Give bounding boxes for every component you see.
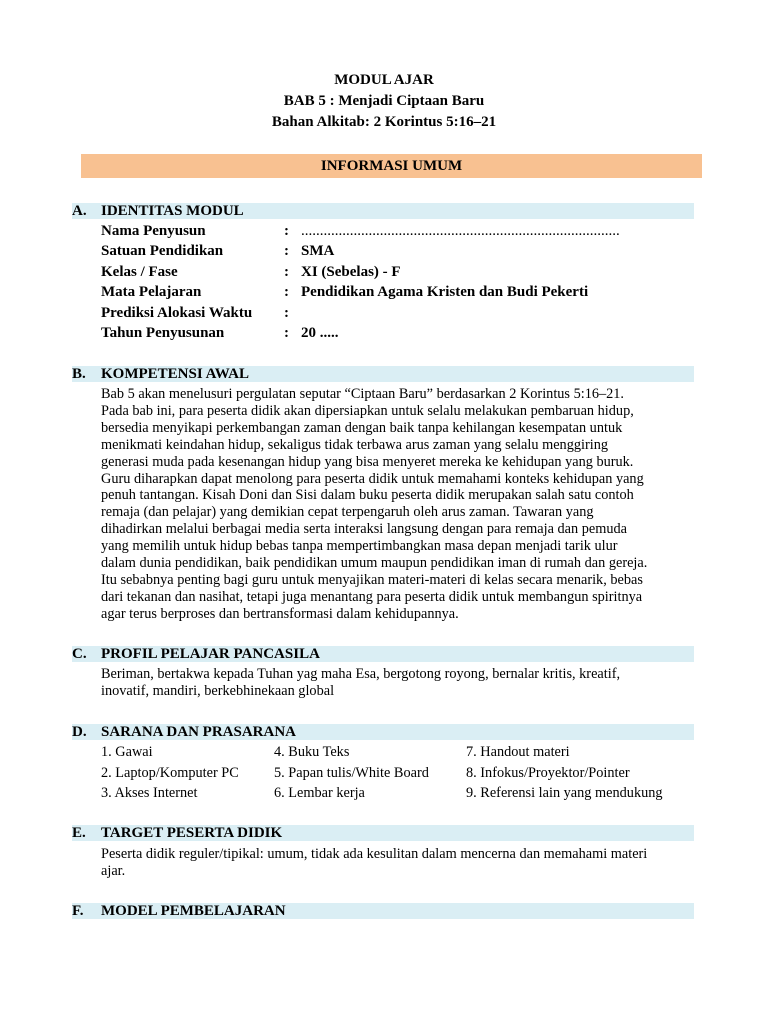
paragraph-line: Pada bab ini, para peserta didik akan dipersiapkan untuk selalu melakukan pembaruan hidup,: [101, 402, 634, 419]
facility-item: 8. Infokus/Proyektor/Pointer: [466, 765, 630, 781]
paragraph-line: agar terus berproses dan bertransformasi dalam kehidupannya.: [101, 605, 459, 622]
initial-competency-text: [101, 386, 697, 623]
identity-colon: :: [284, 223, 289, 239]
paragraph-line: menikmati keindahan hidup, sekaligus tidak terbawa arus zaman yang selalu menggiring: [101, 436, 608, 453]
identity-colon: :: [284, 325, 289, 341]
paragraph-line: dari tekanan dan nasihat, tetapi juga menantang para peserta didik untuk membangun spiritnya: [101, 588, 643, 605]
facility-item: 1. Gawai: [101, 744, 153, 760]
section-title: TARGET PESERTA DIDIK: [101, 825, 283, 841]
paragraph-line: penuh tantangan. Kisah Doni dan Sisi dalam buku peserta didik merupakan salah satu contoh: [101, 487, 634, 504]
facility-item: 7. Handout materi: [466, 744, 570, 760]
module-title: MODUL AJAR: [334, 72, 434, 88]
identity-label: Satuan Pendidikan: [101, 243, 224, 259]
facility-item: 6. Lembar kerja: [274, 785, 365, 801]
identity-value: .....................................................................................: [301, 223, 620, 239]
paragraph-line: Peserta didik reguler/tipikal: umum, tidak ada kesulitan dalam mencerna dan memahami materi: [101, 846, 648, 862]
section-title: PROFIL PELAJAR PANCASILA: [101, 646, 320, 662]
facility-item: 3. Akses Internet: [101, 785, 198, 801]
section-letter: B.: [72, 366, 86, 382]
paragraph-line: inovatif, mandiri, berkebhinekaan global: [101, 682, 335, 699]
identity-label: Prediksi Alokasi Waktu: [101, 305, 253, 321]
chapter-title: BAB 5 : Menjadi Ciptaan Baru: [283, 93, 485, 109]
section-title: MODEL PEMBELAJARAN: [101, 903, 286, 919]
identity-colon: :: [284, 305, 289, 321]
paragraph-line: dihadirkan melalui berbagai media serta interaksi langsung dengan para remaja dan pemuda: [101, 521, 627, 538]
identity-value: SMA: [301, 243, 335, 259]
paragraph-line: ajar.: [101, 862, 126, 879]
section-letter: E.: [72, 825, 86, 841]
identity-value: XI (Sebelas) - F: [301, 264, 401, 280]
identity-colon: :: [284, 284, 289, 300]
target-students-text: [101, 846, 697, 880]
section-letter: C.: [72, 646, 87, 662]
section-title: SARANA DAN PRASARANA: [101, 724, 297, 740]
facility-item: 2. Laptop/Komputer PC: [101, 765, 239, 781]
identity-label: Mata Pelajaran: [101, 284, 202, 300]
identity-value: 20 .....: [301, 325, 339, 341]
paragraph-line: Bab 5 akan menelusuri pergulatan seputar “Ciptaan Baru” berdasarkan 2 Korintus 5:16–21.: [101, 386, 625, 402]
identity-colon: :: [284, 243, 289, 259]
section-c-header: [72, 646, 694, 662]
paragraph-line: remaja (dan pelajar) yang demikian cepat terpengaruh oleh arus zaman. Tawaran yang: [101, 504, 594, 521]
section-letter: F.: [72, 903, 84, 919]
section-d-header: [72, 724, 694, 740]
paragraph-line: generasi muda pada kesenangan hidup yang bisa menyeret mereka ke kehidupan yang buruk.: [101, 453, 634, 470]
identity-colon: :: [284, 264, 289, 280]
section-a-header: [72, 203, 694, 219]
identity-label: Nama Penyusun: [101, 223, 206, 239]
section-b-header: [72, 366, 694, 382]
section-letter: A.: [72, 203, 87, 219]
facility-item: 9. Referensi lain yang mendukung: [466, 785, 663, 801]
general-info-banner: INFORMASI UMUM: [81, 154, 702, 178]
facility-item: 5. Papan tulis/White Board: [274, 765, 429, 781]
paragraph-line: yang memilih untuk hidup bebas tanpa mempertimbangkan masa depan menjadi tarik ulur: [101, 538, 618, 555]
paragraph-line: Guru diharapkan dapat menolong para peserta didik untuk memahami konteks kehidupan yang: [101, 470, 644, 487]
bible-reference: Bahan Alkitab: 2 Korintus 5:16–21: [271, 114, 497, 130]
identity-label: Tahun Penyusunan: [101, 325, 225, 341]
section-title: IDENTITAS MODUL: [101, 203, 244, 219]
paragraph-line: bersedia menyikapi perkembangan zaman dengan baik tanpa kehilangan kesempatan untuk: [101, 419, 623, 436]
identity-value: Pendidikan Agama Kristen dan Budi Pekerti: [301, 284, 589, 300]
paragraph-line: dalam dunia pendidikan, baik pendidikan umum maupun pendidikan iman di rumah dan gereja.: [101, 555, 648, 572]
facility-item: 4. Buku Teks: [274, 744, 350, 760]
section-f-header: [72, 903, 694, 919]
section-title: KOMPETENSI AWAL: [101, 366, 249, 382]
pancasila-profile-text: [101, 666, 697, 700]
section-letter: D.: [72, 724, 87, 740]
identity-label: Kelas / Fase: [101, 264, 178, 280]
document-title-block: [0, 70, 768, 133]
paragraph-line: Beriman, bertakwa kepada Tuhan yag maha Esa, bergotong royong, bernalar kritis, kreatif,: [101, 666, 621, 682]
section-e-header: [72, 825, 694, 841]
paragraph-line: Itu sebabnya penting bagi guru untuk menyajikan materi-materi di kelas secara menarik, bebas: [101, 571, 643, 588]
